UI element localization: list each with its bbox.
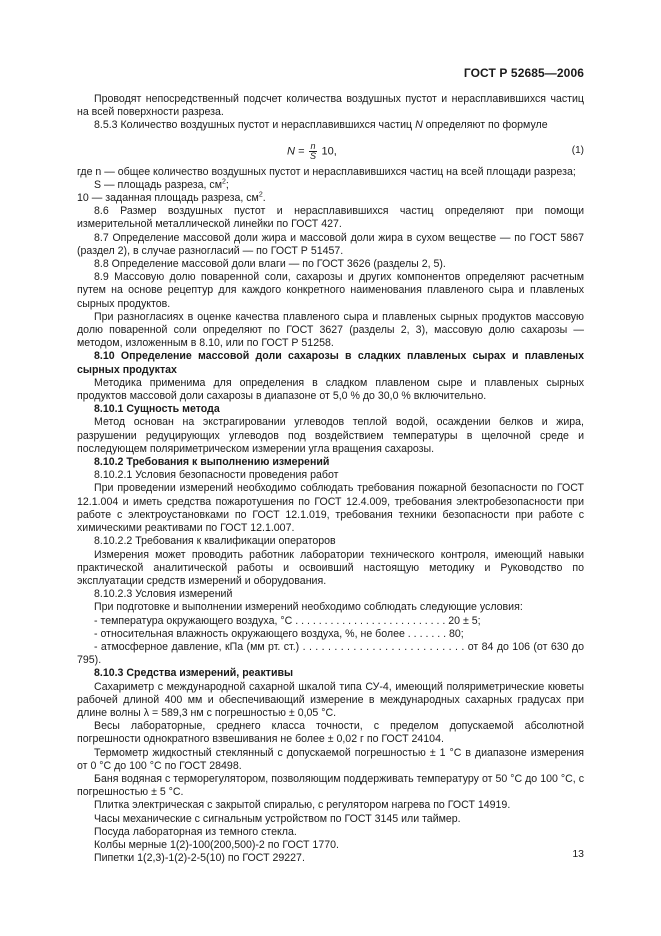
equipment-glassware: Посуда лабораторная из темного стекла. xyxy=(94,825,297,838)
heading-8-10-1: 8.10.1 Сущность метода xyxy=(94,403,220,416)
formula-1 xyxy=(77,136,584,162)
formula-number: (1) xyxy=(571,144,584,156)
condition-humidity: - относительная влажность окружающего воздуха, %, не более . . . . . . . 80; xyxy=(94,627,464,640)
standard-header: ГОСТ Р 52685—2006 xyxy=(463,66,584,80)
heading-8-10: 8.10 Определение массовой доли сахарозы в сладких плавленых сырах и плавленых сырных продуктах xyxy=(77,350,584,376)
condition-temperature: - температура окружающего воздуха, °С . . . . . . . . . . . . . . . . . . . . . . . . . . 20 ± 5; xyxy=(94,614,481,627)
equipment-saccharimeter: Сахариметр с международной сахарной шкалой типа СУ-4, имеющий поляриметрические кюветы рабочей длиной 400 мм и обеспечивающий измерение в международных сахарных градусах при длине волны λ = 589,3 нм с погрешностью ± 0,05 °С. xyxy=(77,680,584,719)
paragraph-8-7: 8.7 Определение массовой доли жира и массовой доли жира в сухом веществе — по ГОСТ 5867 (раздел 2), в случае разногласий — по ГОСТ Р 51457. xyxy=(77,231,584,257)
equipment-water-bath: Баня водяная с терморегулятором, позволяющим поддерживать температуру от 50 °С до 100 °С, с погрешностью ± 5 °С. xyxy=(77,772,584,799)
paragraph-8-10-2-3: При подготовке и выполнении измерений необходимо соблюдать следующие условия: xyxy=(94,601,523,614)
page-number: 13 xyxy=(572,848,584,860)
equipment-pipettes: Пипетки 1(2,3)-1(2)-2-5(10) по ГОСТ 29227. xyxy=(94,852,305,865)
formula-expression: N = $\frac{n}{S}$ 10, xyxy=(287,140,337,161)
heading-8-10-2-2: 8.10.2.2 Требования к квалификации операторов xyxy=(94,535,336,548)
equipment-flasks: Колбы мерные 1(2)-100(200,500)-2 по ГОСТ 1770. xyxy=(94,838,339,851)
condition-pressure: - атмосферное давление, кПа (мм рт. ст.) . . . . . . . . . . . . . . . . . . . . . . . . . . от 84 до 106 (от 630 до 795). xyxy=(77,640,584,667)
paragraph-8-8: 8.8 Определение массовой доли влаги — по ГОСТ 3626 (разделы 2, 5). xyxy=(94,258,446,271)
heading-8-10-2-1: 8.10.2.1 Условия безопасности проведения работ xyxy=(94,469,339,482)
paragraph-8-10-2-2: Измерения может проводить работник лаборатории технического контроля, имеющий навыки практической аналитической работы и освоивший настоящую методику и Руководство по эксплуатации средств измерений и оборудования. xyxy=(77,548,584,587)
heading-8-10-2: 8.10.2 Требования к выполнению измерений xyxy=(94,456,330,469)
where-s: S — площадь разреза, $см^2$; xyxy=(94,178,229,191)
heading-8-10-2-3: 8.10.2.3 Условия измерений xyxy=(94,588,233,601)
paragraph-8-10-2-1: При проведении измерений необходимо соблюдать требования пожарной безопасности по ГОСТ 12.1.004 и иметь средства пожаротушения по ГОСТ 12.4.009, требования электробезопасности при работе с электроустановками по ГОСТ 12.1.019, требования техники безопасности при работе с химическими реактивами по ГОСТ 12.1.007. xyxy=(77,482,584,535)
paragraph-8-9-b: При разногласиях в оценке качества плавленого сыра и плавленых сырных продуктов массовую долю поваренной соли определяют по ГОСТ 3627 (разделы 2, 3), массовую долю сахарозы — методом, изложенным в 8.10, или по ГОСТ Р 51258. xyxy=(77,310,584,350)
heading-8-10-3: 8.10.3 Средства измерений, реактивы xyxy=(94,667,294,680)
paragraph-8-6: 8.6 Размер воздушных пустот и нерасплавившихся частиц определяют при помощи измерительной металлической линейки по ГОСТ 427. xyxy=(77,205,584,231)
equipment-scales: Весы лабораторные, среднего класса точности, с пределом допускаемой абсолютной погрешности однократного взвешивания не более ± 0,02 г по ГОСТ 24104. xyxy=(77,720,584,746)
where-10: 10 — заданная площадь разреза, $см^2$. xyxy=(77,191,266,205)
paragraph-8-10: Методика применима для определения в сладком плавленом сыре и плавленых сырных продуктов массовой доли сахарозы в диапазоне от 5,0 % до 30,0 % включительно. xyxy=(77,376,584,403)
paragraph-8-9: 8.9 Массовую долю поваренной соли, сахарозы и других компонентов определяют расчетным путем на основе рецептур для каждого конкретного наименования плавленого сыра и плавленых сырных продуктов. xyxy=(77,271,584,310)
equipment-hotplate: Плитка электрическая с закрытой спиралью, с регулятором нагрева по ГОСТ 14919. xyxy=(94,799,511,812)
paragraph-8-10-1: Метод основан на экстрагировании углеводов теплой водой, осаждении белков и жира, разрушении редуцирующих углеводов под воздействием температуры в щелочной среде и последующем поляриметрическом измерении угла вращения сахарозы. xyxy=(77,416,584,455)
document-body xyxy=(77,93,584,865)
paragraph: Проводят непосредственный подсчет количества воздушных пустот и нерасплавившихся частиц на всей поверхности разреза. xyxy=(77,93,584,119)
equipment-clock: Часы механические с сигнальным устройством по ГОСТ 3145 или таймер. xyxy=(94,812,461,825)
paragraph-8-5-3: 8.5.3 Количество воздушных пустот и нерасплавившихся частиц N определяют по формуле xyxy=(94,119,548,132)
where-n: где n — общее количество воздушных пустот и нерасплавившихся частиц на всей площади разреза; xyxy=(77,165,576,178)
equipment-thermometer: Термометр жидкостный стеклянный с допускаемой погрешностью ± 1 °С в диапазоне измерения от 0 °С до 100 °С по ГОСТ 28498. xyxy=(77,746,584,772)
